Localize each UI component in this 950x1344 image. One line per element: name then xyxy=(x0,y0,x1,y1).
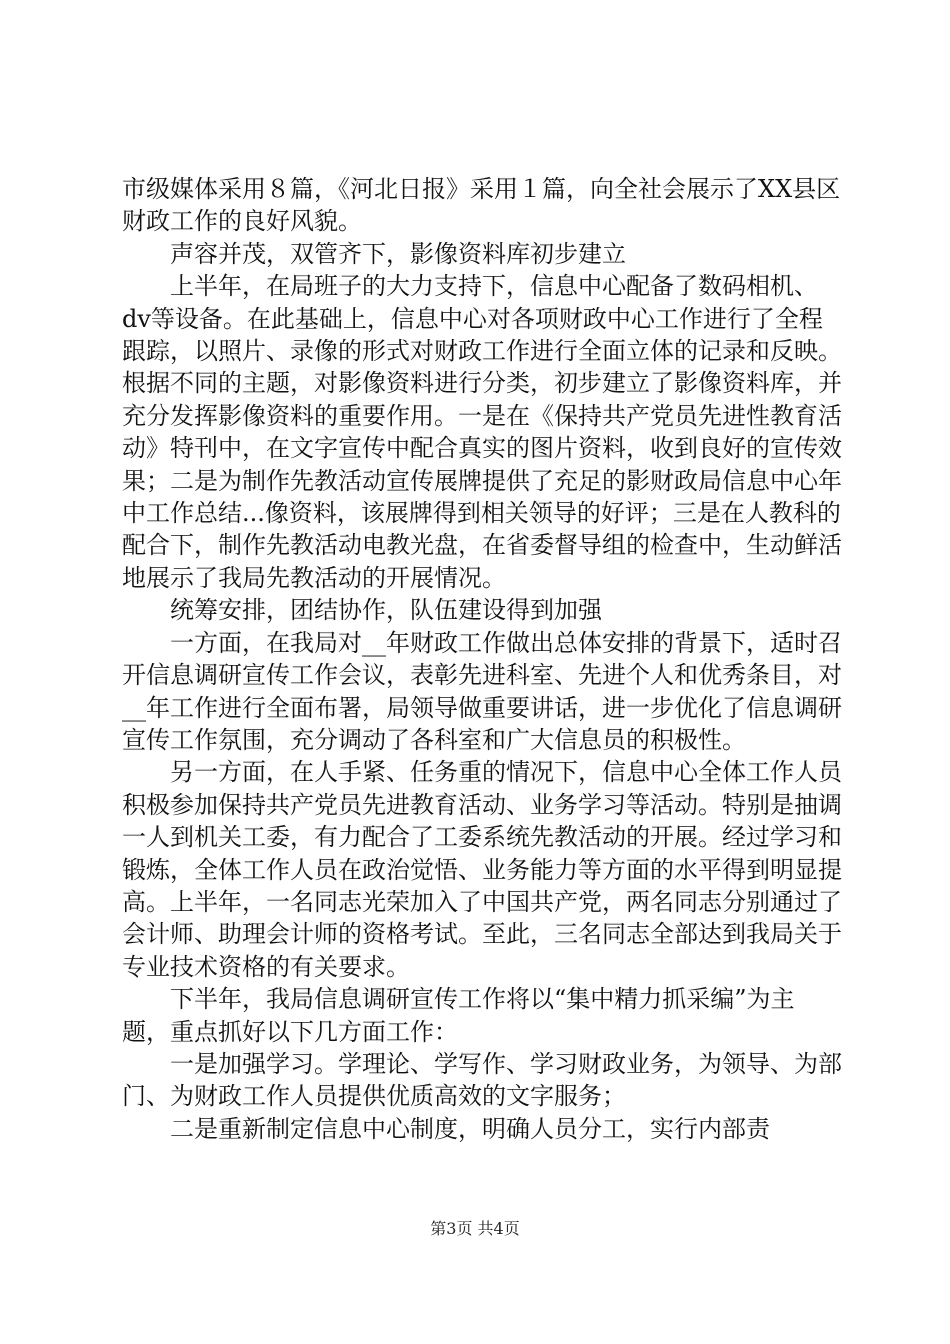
paragraph-plan-item-two: 二是重新制定信息中心制度，明确人员分工，实行内部责 xyxy=(170,1114,770,1143)
paragraph-team-one: 一方面，在我局对__年财政工作做出总体安排的背景下，适时召开信息调研宣传工作会议，表彰先进科室、先进个人和优秀条目，对__年工作进行全面布署，局领导做重要讲话，进一步优化了信息调研宣传工作氛围，充分调动了各科室和广大信息员的积极性。 xyxy=(122,628,842,754)
section-heading-team: 统筹安排，团结协作，队伍建设得到加强 xyxy=(170,596,602,625)
paragraph-continuation: 市级媒体采用８篇，《河北日报》采用１篇，向全社会展示了XX县区财政工作的良好风貌。 xyxy=(122,175,841,236)
paragraph-plan-item-one: 一是加强学习。学理论、学写作、学习财政业务，为领导、为部门、为财政工作人员提供优质高效的文字服务； xyxy=(122,1049,842,1111)
paragraph-imaging-library: 上半年，在局班子的大力支持下，信息中心配备了数码相机、dv等设备。在此基础上，信息中心对各项财政中心工作进行了全程跟踪，以照片、录像的形式对财政工作进行全面立体的记录和反映。根据不同的主题，对影像资料进行分类，初步建立了影像资料库，并充分发挥影像资料的重要作用。一是在《保持共产党员先进性教育活动》特刊中，在文字宣传中配合真实的图片资料，收到良好的宣传效果；二是为制作先教活动宣传展牌提供了充足的影财政局信息中心年中工作总结...像资料，该展牌得到相关领导的好评；三是在人教科的配合下，制作先教活动电教光盘，在省委督导组的检查中，生动鲜活地展示了我局先教活动的开展情况。 xyxy=(122,272,842,592)
paragraph-team-two: 另一方面，在人手紧、任务重的情况下，信息中心全体工作人员积极参加保持共产党员先进教育活动、业务学习等活动。特别是抽调一人到机关工委，有力配合了工委系统先教活动的开展。经过学习和锻炼，全体工作人员在政治觉悟、业务能力等方面的水平得到明显提高。上半年，一名同志光荣加入了中国共产党，两名同志分别通过了会计师、助理会计师的资格考试。至此，三名同志全部达到我局关于专业技术资格的有关要求。 xyxy=(122,758,842,981)
paragraph-second-half-plan: 下半年，我局信息调研宣传工作将以“集中精力抓采编”为主题，重点抓好以下几方面工作： xyxy=(122,985,795,1046)
document-body xyxy=(122,173,842,1145)
page-number-footer: 第3页 共4页 xyxy=(430,1219,520,1238)
section-heading-imaging: 声容并茂，双管齐下，影像资料库初步建立 xyxy=(170,239,626,268)
